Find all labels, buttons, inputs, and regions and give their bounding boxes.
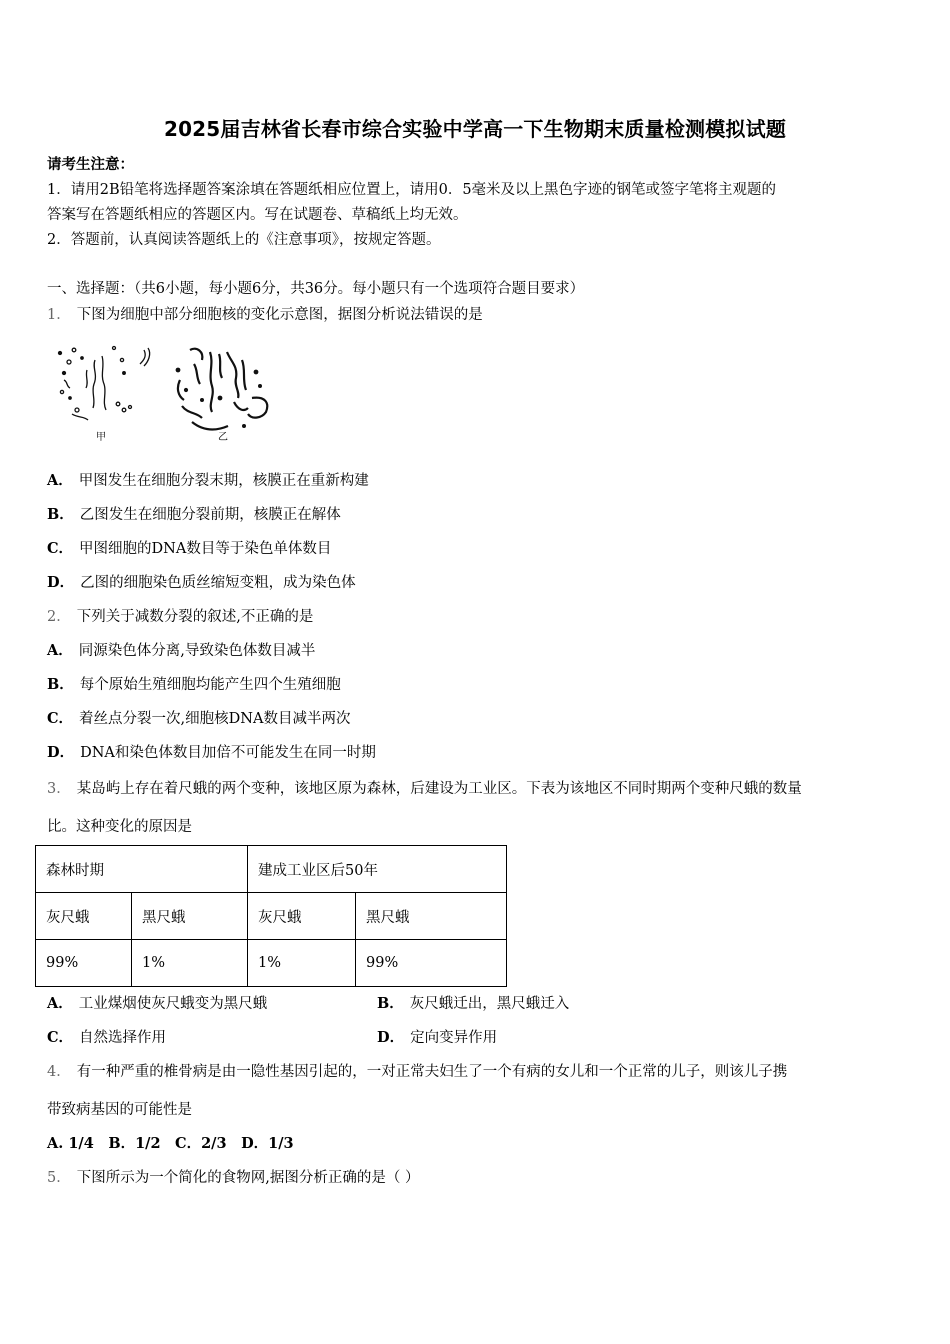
table-row (36, 893, 507, 940)
section-heading: 一、选择题：（共6小题，每小题6分，共36分。每小题只有一个选项符合题目要求） (47, 281, 585, 297)
question-text: 某岛屿上存在着尺蛾的两个变种，该地区原为森林，后建设为工业区。下表为该地区不同时期两个变种尺蛾的数量 (76, 781, 802, 797)
question-1-option-d[interactable] (47, 571, 356, 592)
question-number: 1． (47, 307, 71, 323)
option-text: 同源染色体分离,导致染色体数目减半 (78, 643, 316, 659)
figure-yi (178, 349, 267, 430)
question-text: 下图为细胞中部分细胞核的变化示意图，据图分析说法错误的是 (76, 307, 483, 323)
nucleus-change-figure (52, 340, 292, 450)
option-text: 甲图细胞的DNA数目等于染色单体数目 (79, 541, 332, 557)
moth-ratio-table (35, 845, 507, 987)
option-text: 乙图发生在细胞分裂前期，核膜正在解体 (79, 507, 341, 523)
notice-item-2: 2．答题前，认真阅读答题纸上的《注意事项》，按规定答题。 (47, 232, 441, 248)
option-letter: A． (47, 642, 73, 659)
option-letter: A． (47, 995, 73, 1012)
question-number: 5． (47, 1170, 71, 1186)
question-2-option-c[interactable] (47, 707, 350, 728)
option-text: 工业煤烟使灰尺蛾变为黑尺蛾 (78, 996, 268, 1012)
option-text: 定向变异作用 (410, 1030, 498, 1046)
figure-jia (59, 347, 150, 421)
question-4-options[interactable]: A. 1/4 B．1/2 C．2/3 D．1/3 (47, 1135, 294, 1152)
table-header-cell: 黑尺蛾 (356, 893, 507, 940)
option-letter: C． (47, 540, 74, 557)
question-3-stem-line-2: 比。这种变化的原因是 (47, 819, 192, 835)
question-text: 下图所示为一个简化的食物网,据图分析正确的是（ ） (76, 1170, 420, 1186)
option-letter: B． (47, 506, 74, 523)
question-1-option-a[interactable] (47, 469, 369, 490)
table-header-cell: 灰尺蛾 (248, 893, 356, 940)
period-industrial: 建成工业区后50年 (248, 846, 507, 893)
question-text: 下列关于减数分裂的叙述,不正确的是 (76, 609, 314, 625)
option-letter: B． (47, 676, 74, 693)
question-2-option-d[interactable] (47, 741, 376, 762)
period-forest: 森林时期 (36, 846, 248, 893)
option-letter: B． (377, 995, 404, 1012)
question-4-stem-line-1 (47, 1060, 787, 1081)
option-text: 着丝点分裂一次,细胞核DNA数目减半两次 (79, 711, 351, 727)
table-header-cell: 灰尺蛾 (36, 893, 132, 940)
question-text: 有一种严重的椎骨病是由一隐性基因引起的，一对正常夫妇生了一个有病的女儿和一个正常的儿子，则该儿子携 (76, 1064, 788, 1080)
page-title: 2025届吉林省长春市综合实验中学高一下生物期末质量检测模拟试题 (163, 117, 787, 141)
question-4-stem-line-2: 带致病基因的可能性是 (47, 1102, 192, 1118)
question-3-option-b[interactable] (377, 992, 569, 1013)
question-3-stem-line-1 (47, 777, 802, 798)
notice-heading: 请考生注意： (47, 156, 134, 173)
question-2-option-b[interactable] (47, 673, 341, 694)
notice-item-1-line-1: 1．请用2B铅笔将选择题答案涂填在答题纸相应位置上，请用0．5毫米及以上黑色字迹的钢笔或签字笔将主观题的 (47, 182, 777, 198)
option-text: 乙图的细胞染色质丝缩短变粗，成为染色体 (80, 575, 356, 591)
table-cell: 99% (356, 940, 507, 987)
question-1-stem (47, 303, 483, 324)
question-1-option-b[interactable] (47, 503, 341, 524)
option-letter: D． (47, 744, 75, 761)
option-text: 每个原始生殖细胞均能产生四个生殖细胞 (79, 677, 341, 693)
option-text: 甲图发生在细胞分裂末期，核膜正在重新构建 (78, 473, 369, 489)
figure-label-jia: 甲 (96, 432, 106, 443)
question-3-option-c[interactable] (47, 1026, 166, 1047)
table-cell: 1% (248, 940, 356, 987)
option-letter: A． (47, 472, 73, 489)
question-number: 2． (47, 609, 71, 625)
table-row (36, 940, 507, 987)
option-text: DNA和染色体数目加倍不可能发生在同一时期 (80, 745, 376, 761)
option-letter: C． (47, 1029, 74, 1046)
table-cell: 1% (132, 940, 248, 987)
option-text: 自然选择作用 (79, 1030, 167, 1046)
option-letter: D． (377, 1029, 405, 1046)
question-2-stem (47, 605, 313, 626)
table-cell: 99% (36, 940, 132, 987)
question-2-option-a[interactable] (47, 639, 315, 660)
figure-label-yi: 乙 (218, 432, 228, 443)
option-letter: C． (47, 710, 74, 727)
question-5-stem (47, 1166, 419, 1187)
option-text: 灰尺蛾迁出，黑尺蛾迁入 (409, 996, 570, 1012)
table-row (36, 846, 507, 893)
question-1-option-c[interactable] (47, 537, 331, 558)
table-header-cell: 黑尺蛾 (132, 893, 248, 940)
option-letter: D． (47, 574, 75, 591)
question-number: 3． (47, 781, 71, 797)
question-number: 4． (47, 1064, 71, 1080)
notice-item-1-line-2: 答案写在答题纸相应的答题区内。写在试题卷、草稿纸上均无效。 (47, 207, 468, 223)
question-3-option-d[interactable] (377, 1026, 497, 1047)
question-3-option-a[interactable] (47, 992, 267, 1013)
